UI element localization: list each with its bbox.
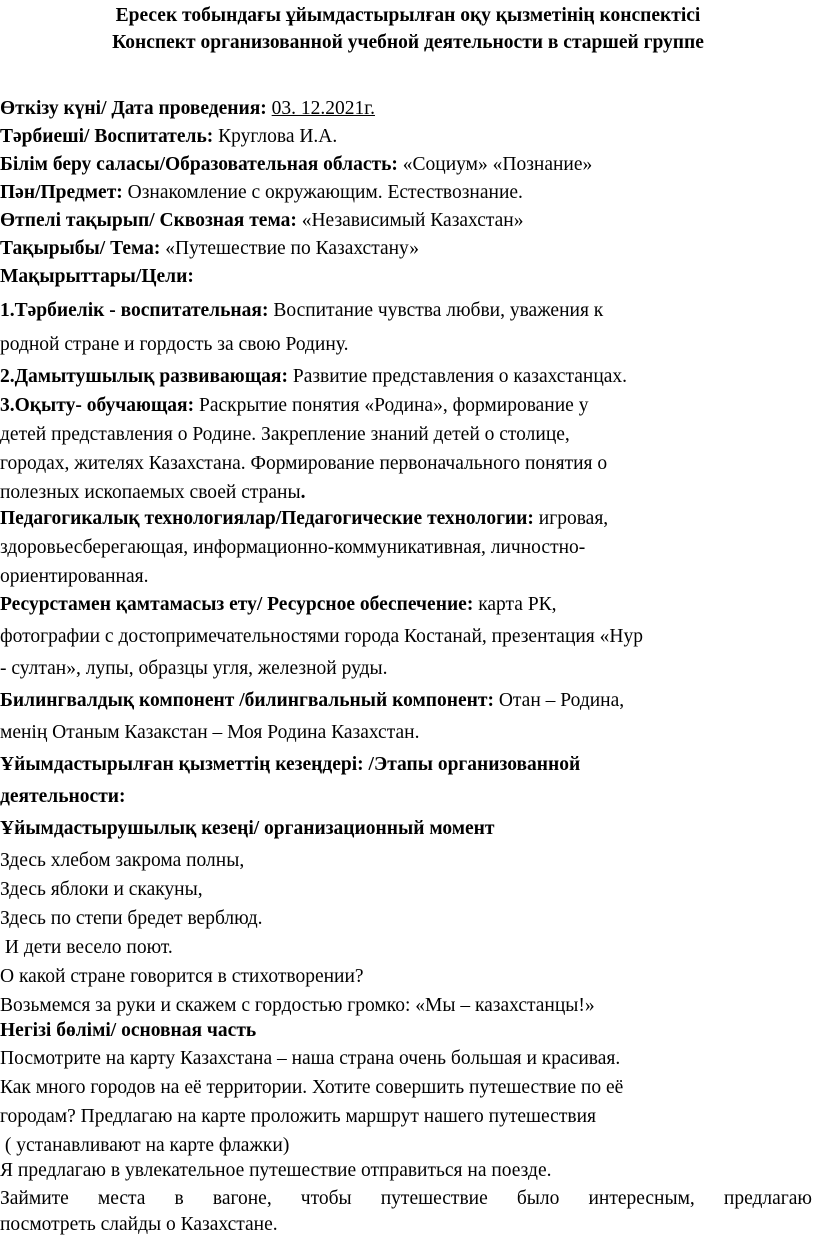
teacher-value: Круглова И.А. [218, 126, 338, 147]
tech-text-b: здоровьесберегающая, информационно-коммуникативная, личностно- [0, 537, 586, 558]
subject-value: Ознакомление с окружающим. Естествознание. [127, 182, 523, 203]
goal-2-label: 2.Дамытушылық развивающая: [0, 366, 288, 387]
resources-text-a: карта РК, [478, 594, 557, 615]
bilingual-label: Билингвалдық компонент /билингвальный компонент: [0, 690, 494, 711]
train-text-line: Я предлагаю в увлекательное путешествие отправиться на поезде. [0, 1160, 552, 1181]
main-part-heading [0, 1020, 256, 1042]
stages-heading-a [0, 754, 580, 776]
tech-label: Педагогикалық технологиялар/Педагогические технологии: [0, 508, 534, 529]
stages-label-a: Ұйымдастырылған қызметтің кезеңдері: /Этапы организованной [0, 754, 581, 775]
train-text-line: Займите места в вагоне, чтобы путешествие было интересным, предлагаю [0, 1188, 812, 1209]
main-text-line: городам? Предлагаю на карте проложить маршрут нашего путешествия [0, 1106, 596, 1127]
poem-line: Здесь яблоки и скакуны, [0, 879, 203, 900]
tech-text-a: игровая, [538, 508, 609, 529]
date-line [0, 98, 375, 120]
goal-2-line [0, 366, 627, 388]
goal-3-text-b: детей представления о Родине. Закрепление знаний детей о столице, [0, 424, 570, 445]
question-line: О какой стране говорится в стихотворении? [0, 966, 364, 987]
subject-line [0, 182, 523, 204]
stages-heading-b [0, 786, 126, 808]
goal-3-text: Раскрытие понятия «Родина», формирование у [198, 395, 589, 416]
through-theme-value: «Независимый Казахстан» [301, 210, 524, 231]
goals-heading [0, 266, 194, 288]
tech-text-c: ориентированная. [0, 566, 149, 587]
main-text-line: ( устанавливают на карте флажки) [0, 1135, 290, 1156]
document-title-kz: Ересек тобындағы ұйымдастырылған оқу қызметінің конспектісі [115, 5, 701, 26]
goal-3-line [0, 395, 588, 417]
topic-value: «Путешествие по Казахстану» [165, 238, 420, 259]
resources-line [0, 594, 557, 616]
resources-text-c: - султан», лупы, образцы угля, железной руды. [0, 658, 388, 679]
goal-3-text-d: полезных ископаемых своей страны [0, 482, 301, 503]
main-text-line: Посмотрите на карту Казахстана – наша страна очень большая и красивая. [0, 1048, 621, 1069]
through-theme-label: Өтпелі тақырып/ Сквозная тема: [0, 210, 297, 231]
train-text-line: посмотреть слайды о Казахстане. [0, 1214, 278, 1235]
resources-text-b: фотографии с достопримечательностями города Костанай, презентация «Нур [0, 626, 643, 647]
goal-3-text-c: городах, жителях Казахстана. Формирование первоначального понятия о [0, 453, 608, 474]
poem-line: Здесь хлебом закрома полны, [0, 850, 245, 871]
goals-label: Мақырыттары/Цели: [0, 266, 194, 287]
goal-3-text-d-line [0, 482, 305, 504]
main-text-line: Как много городов на её территории. Хотите совершить путешествие по её [0, 1077, 624, 1098]
topic-line [0, 238, 419, 260]
resources-label: Ресурстамен қамтамасыз ету/ Ресурсное обеспечение: [0, 594, 474, 615]
stages-label-b: деятельности: [0, 786, 126, 807]
poem-line: И дети весело поют. [0, 937, 173, 958]
bilingual-text-a: Отан – Родина, [498, 690, 625, 711]
area-line [0, 154, 592, 176]
poem-line: Здесь по степи бредет верблюд. [0, 908, 263, 929]
area-value: «Социум» «Познание» [402, 154, 593, 175]
goal-2-text: Развитие представления о казахстанцах. [292, 366, 628, 387]
date-label: Өткізу күні/ Дата проведения: [0, 98, 267, 119]
goal-1-label: 1.Тәрбиелік - воспитательная: [0, 300, 269, 321]
goal-1-line [0, 300, 603, 322]
org-moment-label: Ұйымдастырушылық кезеңі/ организационный момент [0, 818, 495, 839]
greeting-line: Возьмемся за руки и скажем с гордостью громко: «Мы – казахстанцы!» [0, 995, 595, 1016]
through-theme-line [0, 210, 524, 232]
tech-line [0, 508, 608, 530]
goal-1-text: Воспитание чувства любви, уважения к [273, 300, 604, 321]
main-part-label: Негізі бөлімі/ основная часть [0, 1020, 257, 1041]
area-label: Білім беру саласы/Образовательная область: [0, 154, 398, 175]
bilingual-line [0, 690, 624, 712]
subject-label: Пән/Предмет: [0, 182, 123, 203]
bilingual-text-b: менің Отаным Казакстан – Моя Родина Казахстан. [0, 722, 420, 743]
teacher-line [0, 126, 337, 148]
document-title-ru: Конспект организованной учебной деятельности в старшей группе [112, 32, 704, 53]
goal-3-label: 3.Оқыту- обучающая: [0, 395, 195, 416]
date-value: 03. 12.2021г. [271, 98, 375, 119]
topic-label: Тақырыбы/ Тема: [0, 238, 161, 259]
goal-3-text-end: . [300, 482, 306, 503]
teacher-label: Тәрбиеші/ Воспитатель: [0, 126, 214, 147]
goal-1-text-cont: родной стране и гордость за свою Родину. [0, 334, 349, 355]
org-moment-heading [0, 818, 494, 840]
